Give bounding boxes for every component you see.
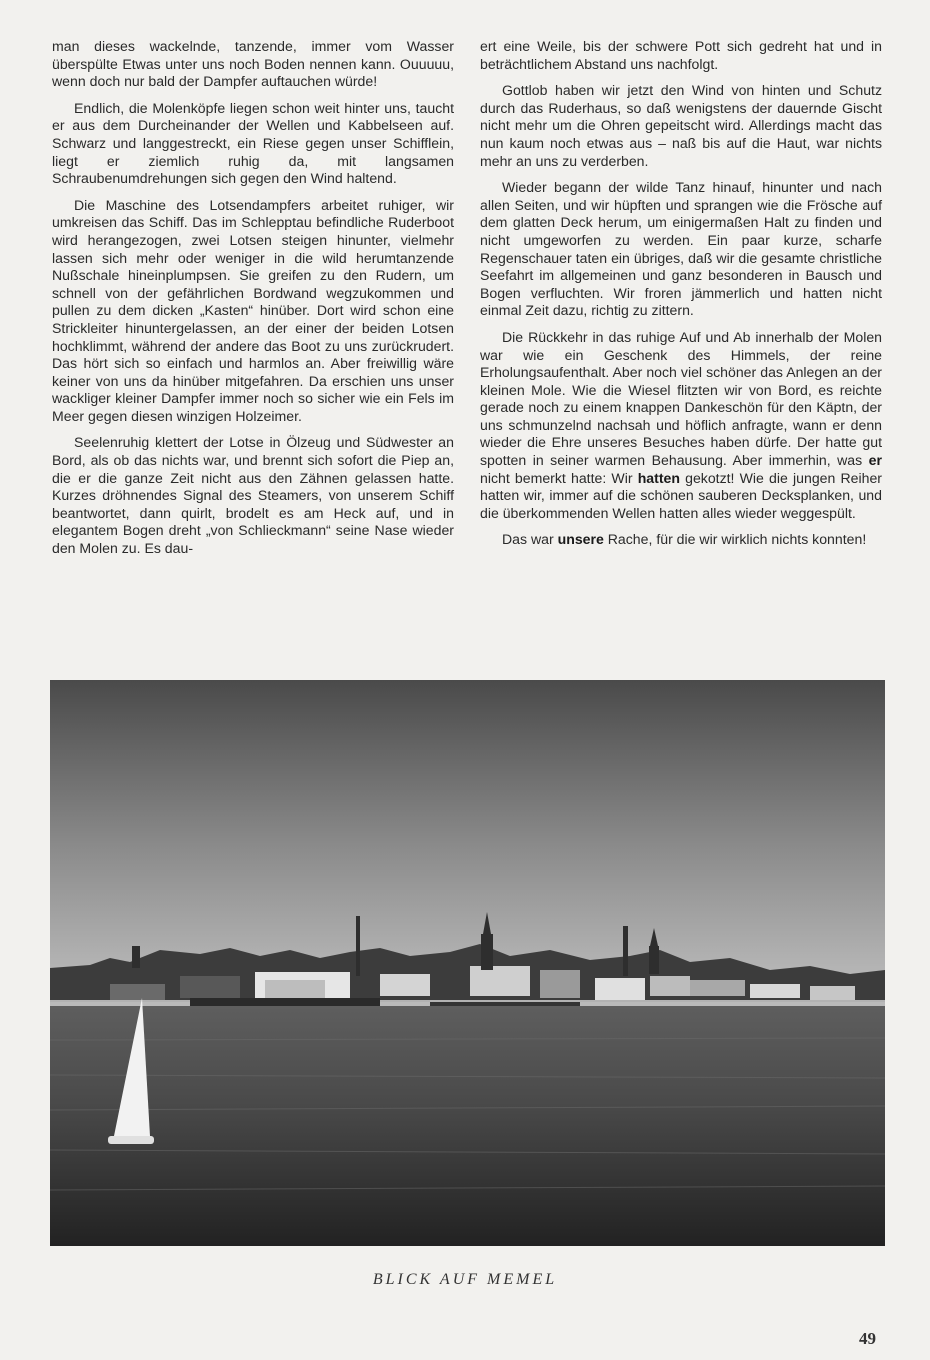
- text-run: nicht bemerkt hatte: Wir: [480, 469, 638, 486]
- paragraph: Seelenruhig klettert der Lotse in Ölzeug und Südwester an Bord, als ob das nichts war, und brennt sich sofort die Piep an, die er die ganze Zeit nicht aus den Zähnen gelassen hatte. Kurzes dröhnendes Signal des Steamers, von unserem Schiff beantwortet, dann quirlt, brodelt es am Heck auf, und in elegantem Bogen dreht „von Schlieckmann“ seine Nase wieder den Molen zu. Es dau-: [52, 434, 454, 557]
- paragraph: man dieses wackelnde, tanzende, immer vom Wasser überspülte Etwas unter uns noch Boden nennen kann. Ouuuuu, wenn doch nur bald der Dampfer auftauchen würde!: [52, 38, 454, 90]
- emphasis: hatten: [637, 469, 680, 486]
- page-number: 49: [859, 1329, 876, 1348]
- paragraph: ert eine Weile, bis der schwere Pott sich gedreht hat und in beträchtlichem Abstand uns nachfolgt.: [480, 38, 882, 72]
- paragraph: [480, 531, 882, 549]
- water: [50, 1006, 885, 1246]
- paragraph: Wieder begann der wilde Tanz hinauf, hinunter und nach allen Seiten, und wir hüpften und sprangen wie die Frösche auf dem glatten Deck herum, um einigermaßen Halt zu finden und nicht umgeworfen zu werden. Ein paar kurze, scharfe Regenschauer taten ein übriges, daß wir die gesamte christliche Seefahrt im allgemeinen und ganz besonderen in Bausch und Bogen verfluchten. Wir froren jämmerlich und hatten nicht einmal Zeit dazu, richtig zu zittern.: [480, 179, 882, 319]
- harbor-photo: [50, 680, 885, 1246]
- paragraph: Endlich, die Molenköpfe liegen schon weit hinter uns, taucht er aus dem Durcheinander der Wellen und Kabbelseen auf. Schwarz und langgestreckt, ein Riese gegen unser Schifflein, liegt er ziemlich ruhig da, mit langsamen Schraubenumdrehungen sich gegen den Wind haltend.: [52, 99, 454, 187]
- paragraph: [480, 329, 882, 523]
- emphasis: unsere: [557, 531, 604, 548]
- right-column: [480, 38, 882, 658]
- left-column: [52, 38, 454, 658]
- text-run: gekotzt! Wie die jungen Reiher hatten wir, immer auf die schönen sauberen Decksplanken, und die überkommenden Wellen hatten alles wieder weggespült.: [480, 469, 883, 521]
- ships-at-quay: [190, 998, 380, 1006]
- sky: [50, 680, 885, 980]
- harbor-illustration: [50, 680, 885, 1246]
- photo-caption: BLICK AUF MEMEL: [372, 1271, 558, 1288]
- text-run: Das war: [502, 531, 558, 548]
- paragraph: Die Maschine des Lotsendampfers arbeitet ruhiger, wir umkreisen das Schiff. Das im Schlepptau befindliche Ruderboot wird herangezogen, zwei Lotsen steigen hinunter, vielmehr lassen sich mehr oder weniger in die wild herumtanzende Nußschale hineinplumpsen. Sie greifen zu den Rudern, um schnell von der gefährlichen Bordwand wegzukommen und pullen zu dem dicken „Kasten“ hinüber. Dort wird schon eine Strickleiter hinuntergelassen, an der einer der beiden Lotsen hochklimmt, während der andere das Boot zu uns zurückrudert. Das hört sich so einfach und harmlos an. Aber freiwillig wäre keiner von uns da hinüber mitgefahren. Da erschien uns unser wackliger kleiner Dampfer immer noch so sicher wie ein Fels im Meer gegen diesen winzigen Holzeimer.: [52, 196, 454, 424]
- text-run: Rache, für die wir wirklich nichts konnten!: [603, 531, 867, 548]
- emphasis: er: [868, 452, 882, 469]
- paragraph: Gottlob haben wir jetzt den Wind von hinten und Schutz durch das Ruderhaus, so daß wenigstens der dauernde Gischt nicht mehr um die Ohren gepeitscht wird. Allerdings macht das nun kaum noch etwas aus – naß bis auf die Haut, war nichts mehr an uns zu verderben.: [480, 82, 882, 169]
- article-body: [52, 38, 882, 658]
- text-run: Die Rückkehr in das ruhige Auf und Ab innerhalb der Molen war wie ein Geschenk des Himmels, der reine Erholungsaufenthalt. Aber noch viel schöner das Anlegen an der kleinen Mole. Wie die Wiesel flitzten wir von Bord, es reichte gerade noch zu einem knappen Dankeschön für den Käptn, der uns schmunzelnd nachsah und höflich anfragte, wann er denn wieder die Ehre unseres Besuches haben dürfe. Der hatte gut spotten in seiner warmen Behausung. Aber immerhin, was: [480, 328, 882, 469]
